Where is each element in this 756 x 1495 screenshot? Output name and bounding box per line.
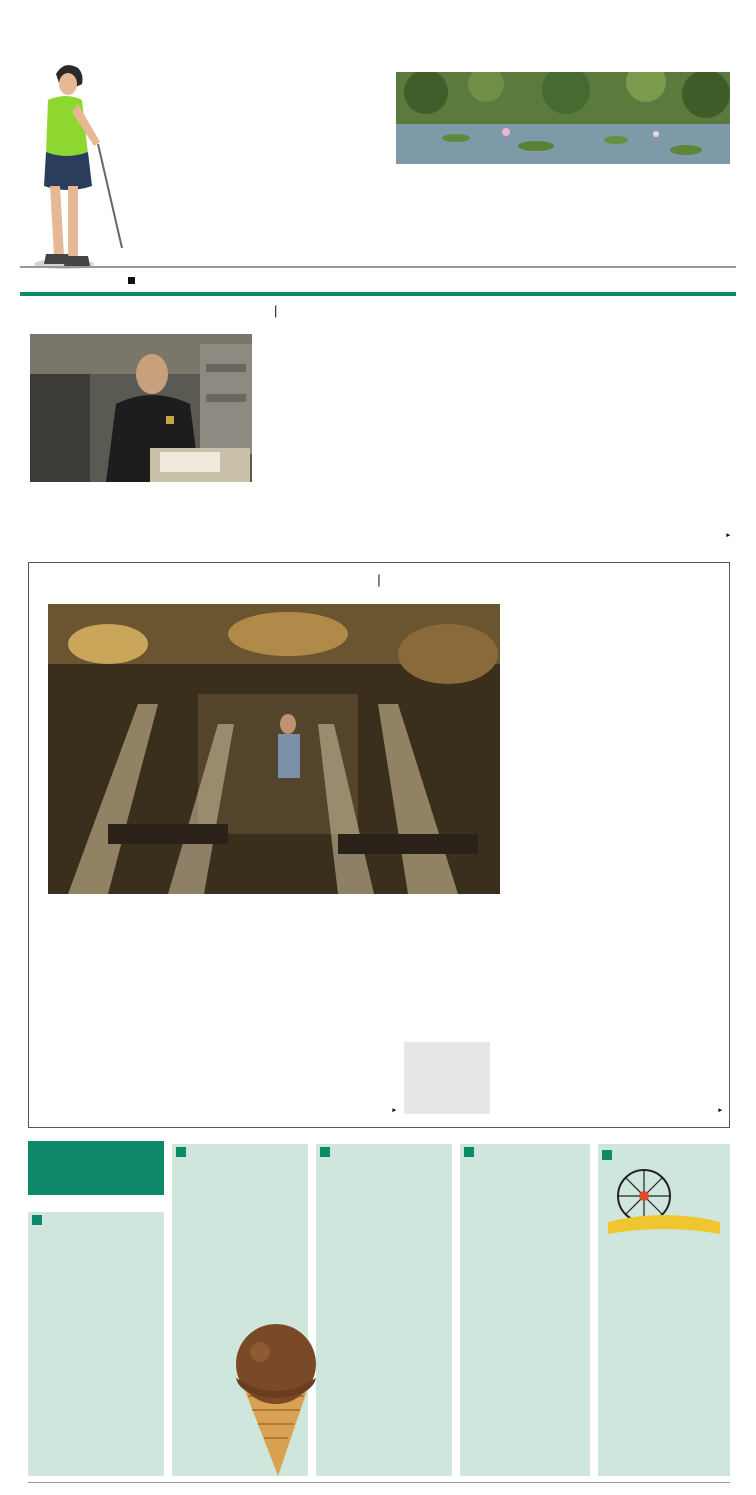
jump-arrow-icon: ▸ (726, 532, 730, 539)
top5-item-4 (460, 1144, 590, 1476)
top5-item-head (316, 1144, 452, 1163)
top5-item-number (176, 1147, 186, 1157)
top5-item-number (32, 1215, 42, 1225)
top5-item-1 (28, 1212, 164, 1476)
top5-item-number (602, 1150, 612, 1160)
masthead-rule (20, 266, 736, 268)
jump-arrow-icon: ▸ (718, 1107, 722, 1114)
top5-item-head (460, 1144, 590, 1163)
top5-item-head (28, 1212, 164, 1231)
footer-rule (28, 1482, 730, 1483)
dispense-jump[interactable] (508, 1106, 722, 1114)
masthead-green-bar (20, 292, 736, 296)
opioid-kicker: | (274, 303, 278, 318)
sheriff-photo (30, 334, 252, 482)
jump-arrow-icon: ▸ (392, 1107, 396, 1114)
top5-item-5 (598, 1144, 730, 1476)
ice-cream-cone-icon (218, 1318, 334, 1476)
clinic-jump[interactable] (222, 1106, 396, 1114)
garden-photo (396, 72, 730, 164)
online-extra-text (408, 1045, 486, 1064)
dateline (124, 276, 139, 288)
top5-logo (28, 1141, 164, 1195)
clinic-photo (48, 604, 500, 894)
health-kicker: | (377, 572, 381, 587)
dateline-separator (128, 277, 135, 284)
top5-item-3 (316, 1144, 452, 1476)
top5-item-head (172, 1144, 308, 1163)
opioid-jump[interactable] (502, 531, 730, 539)
online-extra-box[interactable] (404, 1042, 490, 1114)
top5-item-title (598, 1238, 730, 1246)
golfer-photo (20, 52, 130, 274)
byronfest-logo (598, 1166, 730, 1238)
top5-item-number (320, 1147, 330, 1157)
garden-teaser[interactable] (396, 72, 730, 164)
top5-item-number (464, 1147, 474, 1157)
